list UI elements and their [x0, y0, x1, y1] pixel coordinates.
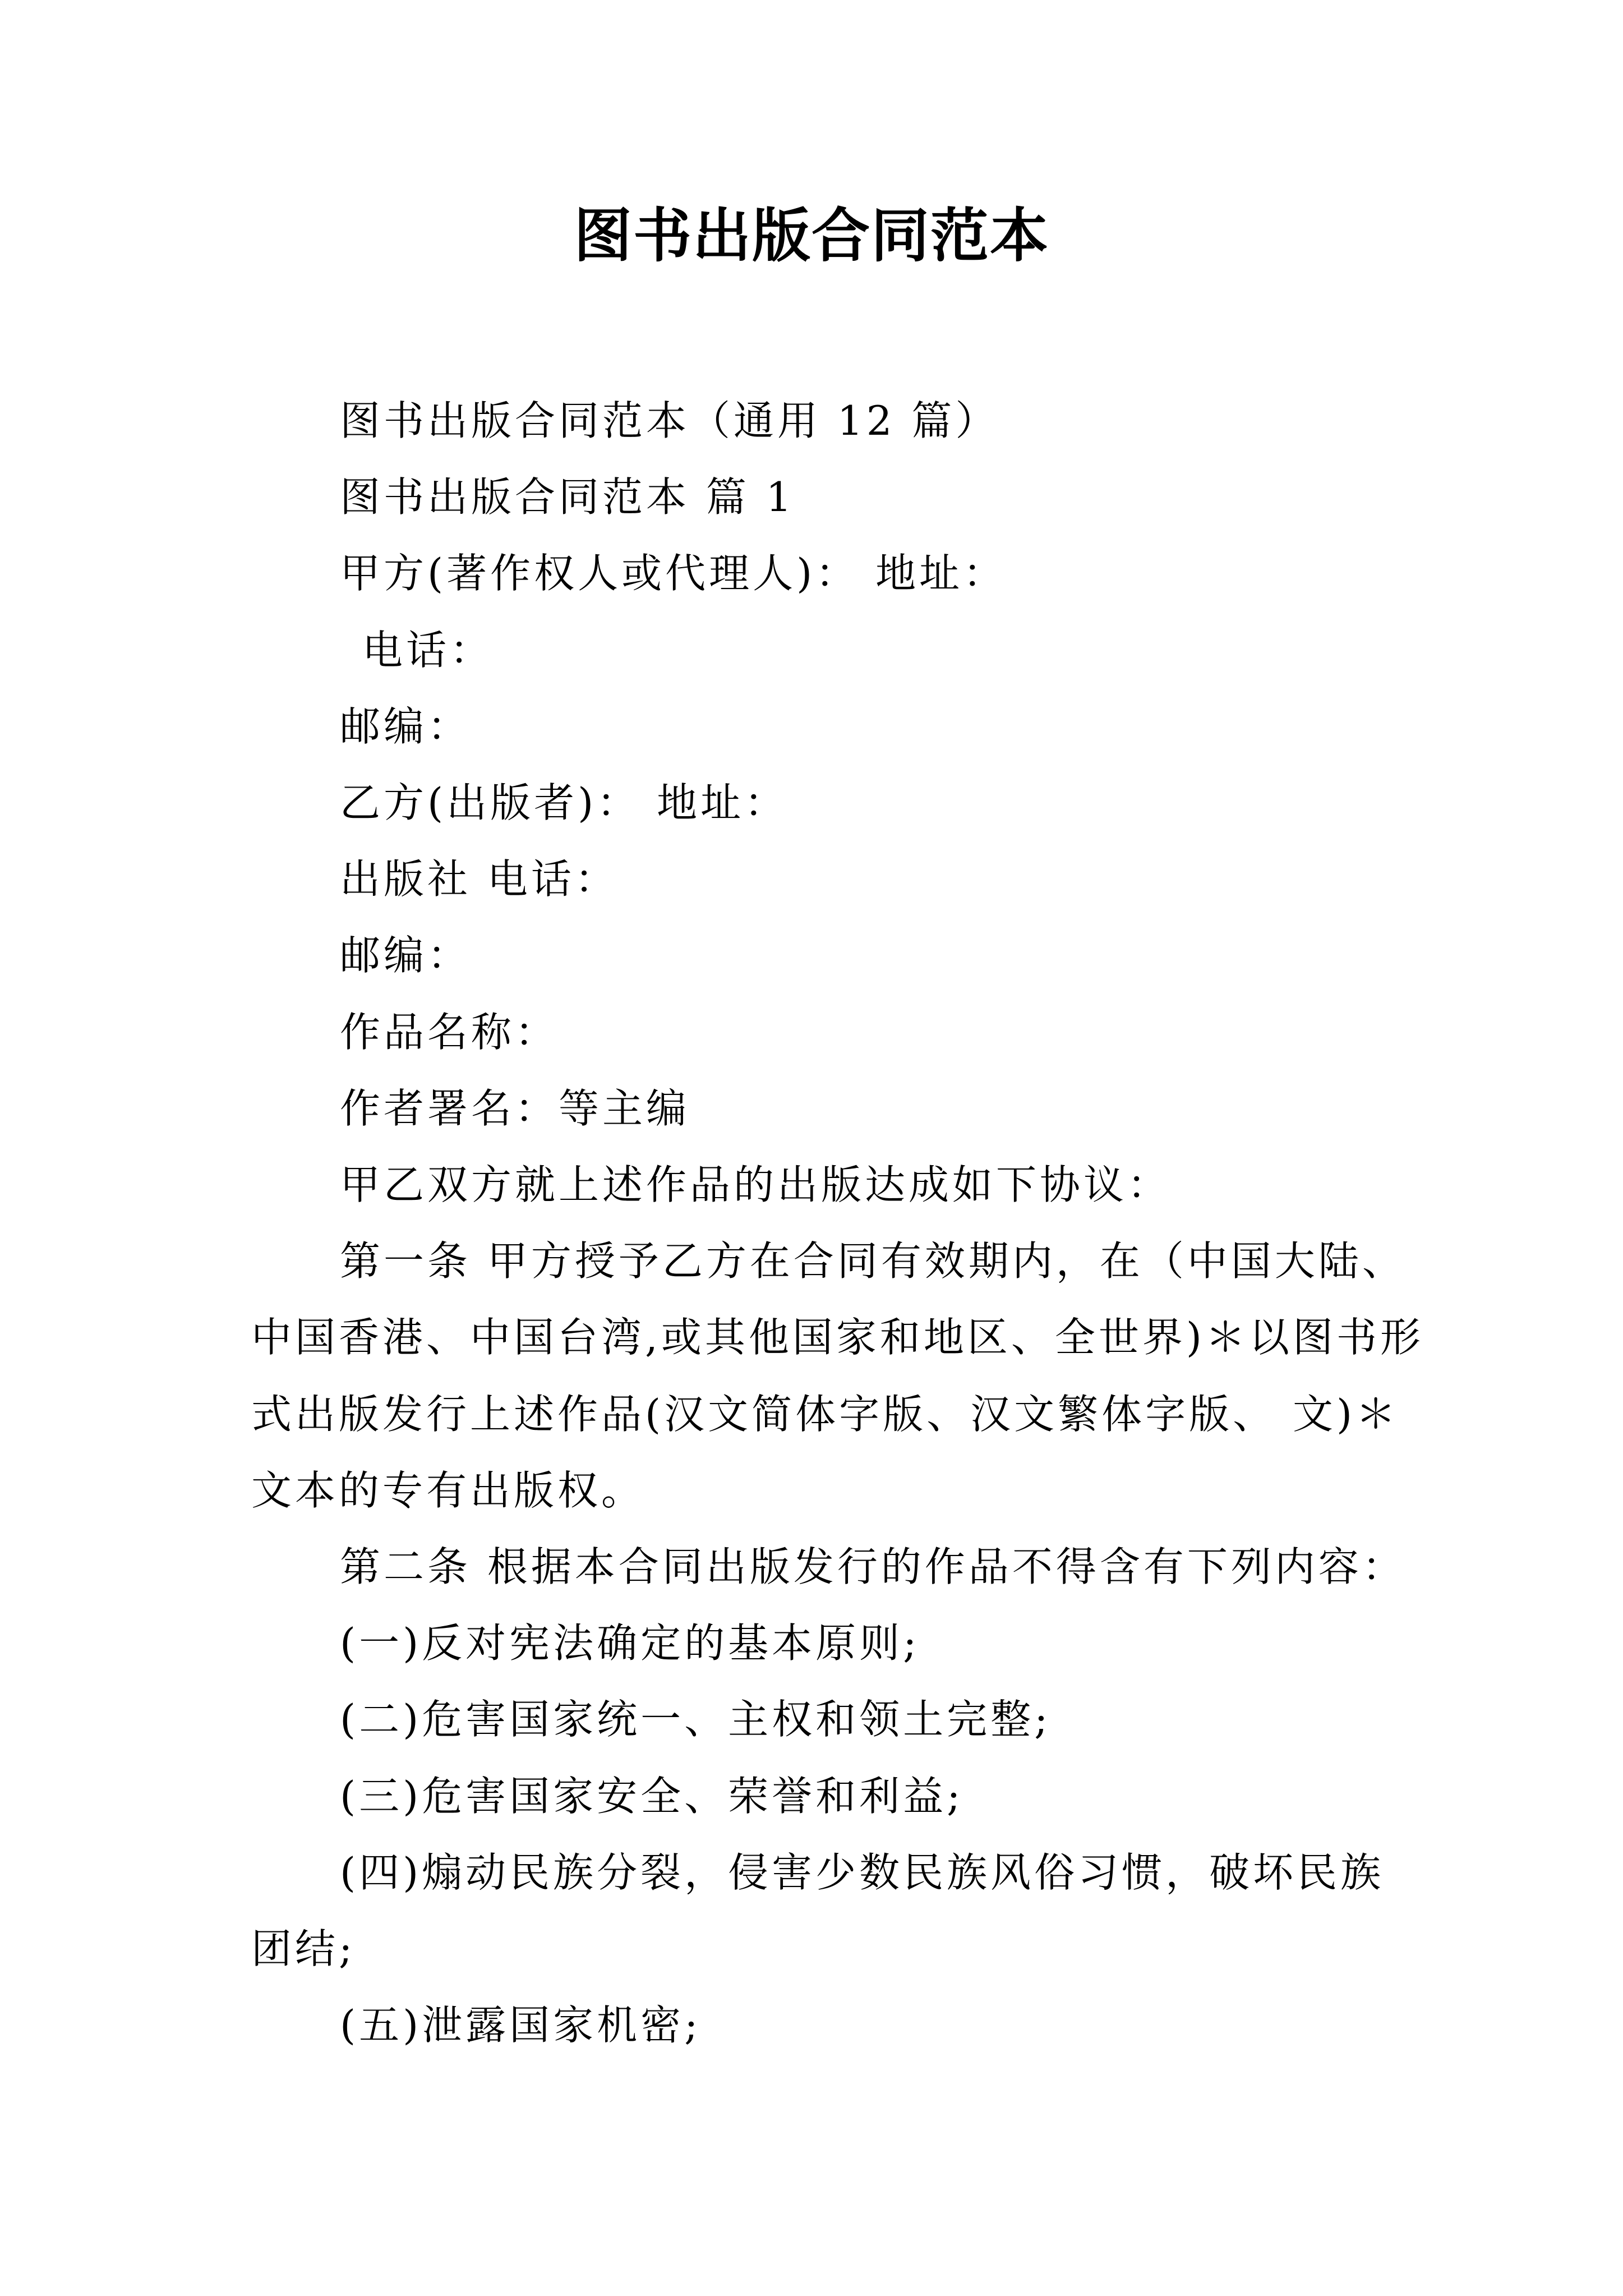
- article-1-line-4: 文本的专有出版权。: [251, 1466, 645, 1514]
- party-a-line: 甲方(著作权人或代理人)： 地址：: [340, 550, 1007, 597]
- party-a-phone: 电话：: [362, 626, 494, 674]
- page-title: 图书出版合同范本: [573, 201, 1049, 270]
- article-1-line-3: 式出版发行上述作品(汉文简体字版、汉文繁体字版、 文)＊: [251, 1390, 1400, 1438]
- document-subtitle: 图书出版合同范本（通用 12 篇）: [340, 397, 999, 444]
- work-title-field: 作品名称：: [340, 1008, 559, 1056]
- article-2-item-4: (四)煽动民族分裂，侵害少数民族风俗习惯，破坏民族: [340, 1848, 1385, 1896]
- party-b-phone: 出版社 电话：: [340, 855, 619, 903]
- party-a-postcode: 邮编：: [340, 702, 472, 750]
- document-body: [251, 383, 1424, 2063]
- party-b-postcode: 邮编：: [340, 932, 472, 979]
- article-2-item-2: (二)危害国家统一、主权和领土完整;: [340, 1696, 1052, 1743]
- party-b-line: 乙方(出版者)： 地址：: [340, 779, 789, 827]
- article-2-item-5: (五)泄露国家机密;: [340, 2001, 702, 2049]
- article-2-item-3: (三)危害国家安全、荣誉和利益;: [340, 1772, 964, 1820]
- article-2-line-1: 第二条 根据本合同出版发行的作品不得含有下列内容：: [340, 1543, 1406, 1591]
- article-2-item-4-cont: 团结;: [251, 1925, 356, 1973]
- author-field: 作者署名：等主编: [340, 1084, 690, 1132]
- agreement-intro: 甲乙双方就上述作品的出版达成如下协议：: [340, 1161, 1172, 1209]
- article-2-item-1: (一)反对宪法确定的基本原则;: [340, 1619, 920, 1667]
- article-1-line-2: 中国香港、中国台湾,或其他国家和地区、全世界)＊以图书形: [251, 1314, 1424, 1361]
- article-1-line-1: 第一条 甲方授予乙方在合同有效期内，在（中国大陆、: [340, 1237, 1406, 1285]
- section-heading: 图书出版合同范本 篇 1: [340, 473, 795, 521]
